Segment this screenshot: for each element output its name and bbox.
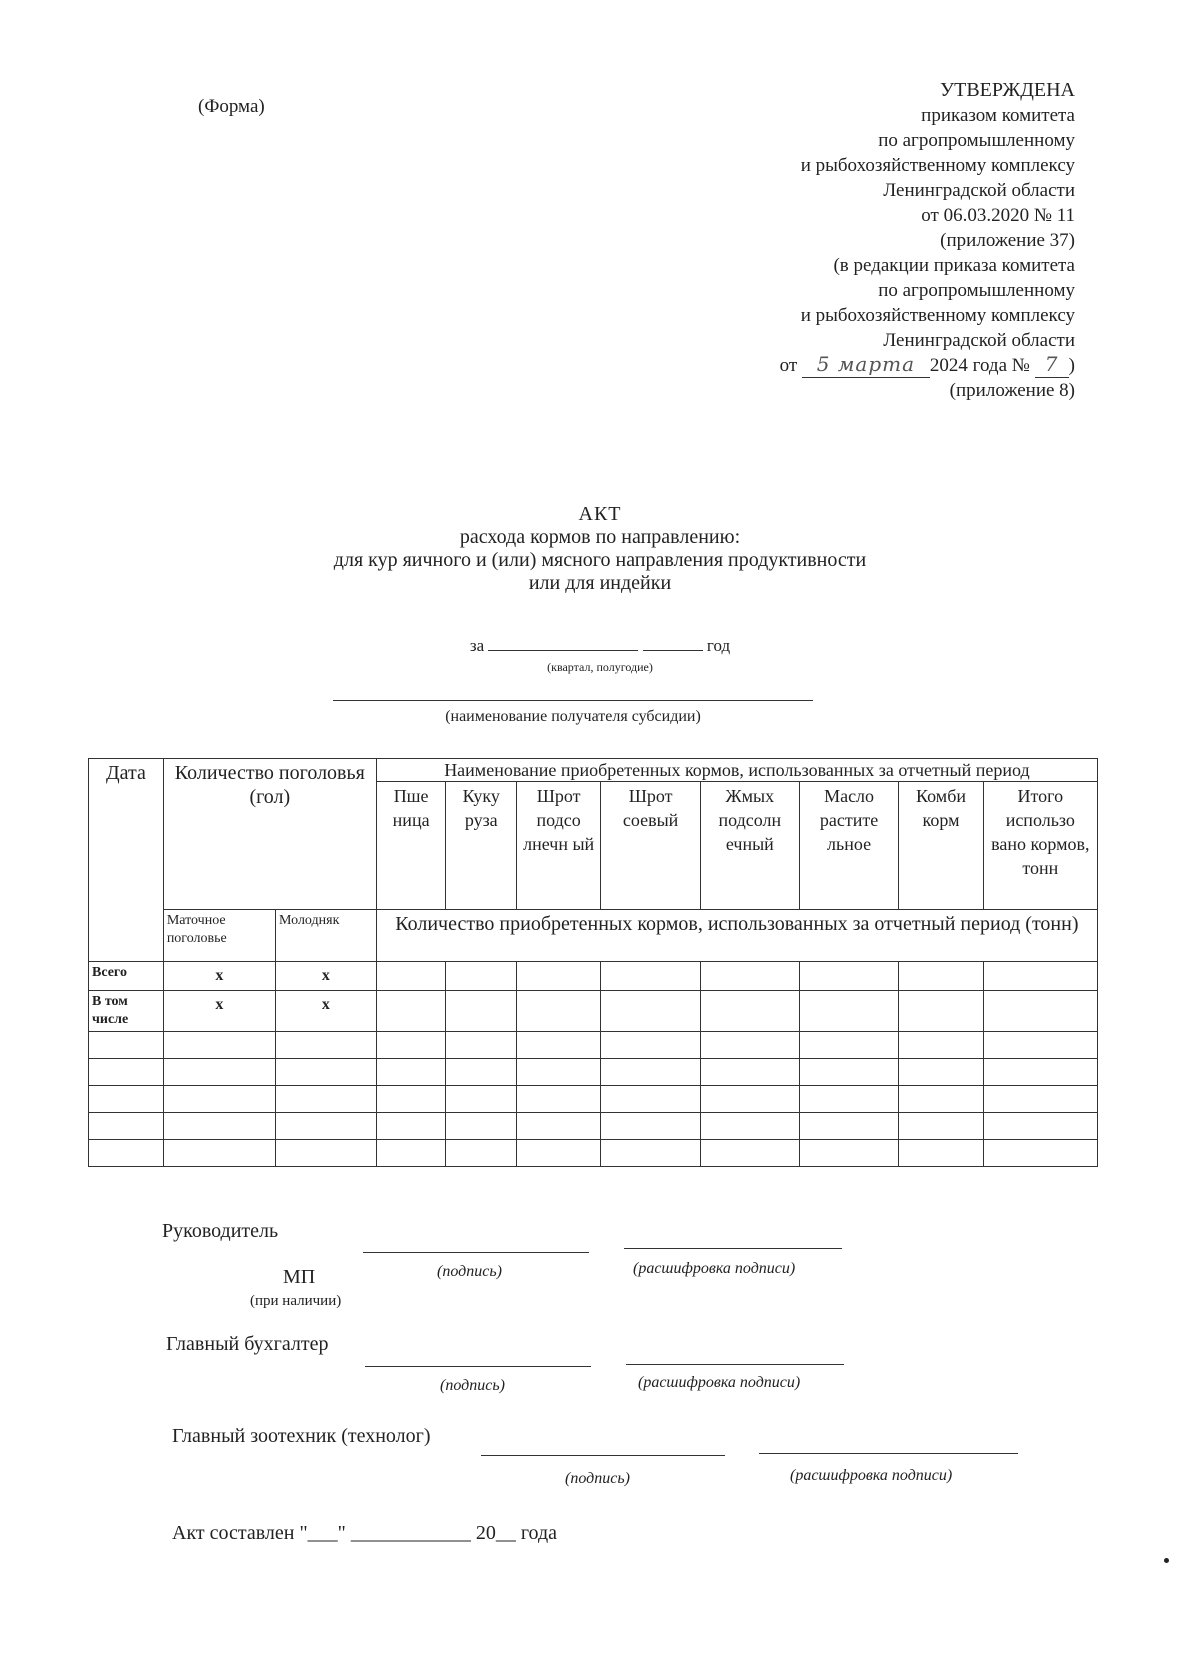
table-cell[interactable] — [601, 962, 701, 991]
table-cell[interactable] — [446, 1059, 517, 1086]
table-cell[interactable] — [276, 1086, 377, 1113]
table-row — [89, 1086, 1098, 1113]
header-feeds-group: Наименование приобретенных кормов, использованных за отчетный период — [376, 759, 1097, 782]
header-young-stock: Молодняк — [276, 910, 377, 962]
table-cell[interactable] — [163, 1086, 275, 1113]
header-feed-sunflower-cake: Жмых подсолн ечный — [700, 782, 799, 910]
table-cell[interactable] — [163, 1032, 275, 1059]
table-cell[interactable] — [700, 1113, 799, 1140]
table-cell[interactable] — [799, 962, 899, 991]
x-mark: x — [276, 962, 377, 991]
table-cell[interactable] — [517, 1140, 601, 1167]
header-feed-soy-meal: Шрот соевый — [601, 782, 701, 910]
document-title — [0, 503, 1200, 595]
signature-note: (подпись) — [440, 1377, 505, 1394]
table-cell[interactable] — [517, 1086, 601, 1113]
table-cell[interactable] — [517, 1059, 601, 1086]
feed-consumption-table — [88, 758, 1098, 1167]
table-cell[interactable] — [799, 1059, 899, 1086]
table-row — [89, 1140, 1098, 1167]
signature-note: (подпись) — [565, 1470, 630, 1487]
table-cell[interactable] — [700, 1086, 799, 1113]
table-cell[interactable] — [983, 1113, 1097, 1140]
table-cell[interactable] — [446, 1086, 517, 1113]
form-label: (Форма) — [198, 96, 265, 117]
table-cell[interactable] — [446, 1032, 517, 1059]
table-cell[interactable] — [601, 1140, 701, 1167]
title-line: для кур яичного и (или) мясного направления продуктивности — [333, 549, 867, 571]
table-cell[interactable] — [799, 1113, 899, 1140]
table-cell[interactable] — [899, 1086, 983, 1113]
approval-line: и рыбохозяйственному комплексу — [800, 305, 1075, 326]
table-cell[interactable] — [89, 1032, 164, 1059]
table-cell[interactable] — [601, 991, 701, 1032]
title-line: АКТ — [578, 503, 622, 525]
table-cell[interactable] — [376, 1086, 446, 1113]
head-label: Руководитель — [162, 1220, 279, 1242]
approval-line: по агропромышленному — [878, 280, 1075, 301]
table-cell[interactable] — [446, 991, 517, 1032]
approval-line: приказом комитета — [921, 105, 1075, 126]
stamp-note: (при наличии) — [250, 1293, 342, 1309]
header-feed-wheat: Пше ница — [376, 782, 446, 910]
header-feed-sunflower-meal: Шрот подсо лнечн ый — [517, 782, 601, 910]
table-cell[interactable] — [601, 1086, 701, 1113]
period-line — [0, 636, 1200, 656]
approval-line: (приложение 37) — [940, 230, 1075, 251]
approval-line: от 06.03.2020 № 11 — [921, 205, 1075, 226]
table-cell[interactable] — [163, 1140, 275, 1167]
table-cell[interactable] — [983, 1140, 1097, 1167]
table-cell[interactable] — [799, 1140, 899, 1167]
x-mark: x — [163, 991, 275, 1032]
period-year-field[interactable] — [643, 650, 703, 651]
table-cell[interactable] — [276, 1113, 377, 1140]
decoding-note: (расшифровка подписи) — [638, 1374, 801, 1391]
table-cell[interactable] — [899, 962, 983, 991]
table-cell[interactable] — [376, 1032, 446, 1059]
table-cell[interactable] — [601, 1059, 701, 1086]
header-feed-total: Итого использо вано кормов, тонн — [983, 782, 1097, 910]
table-cell[interactable] — [899, 1032, 983, 1059]
signature-note: (подпись) — [437, 1263, 502, 1280]
row-including-label: В том числе — [89, 991, 164, 1032]
table-cell[interactable] — [899, 1113, 983, 1140]
approval-line: Ленинградской области — [883, 180, 1075, 201]
act-compiled-line: Акт составлен "___" ____________ 20__ года — [172, 1522, 557, 1544]
table-cell[interactable] — [983, 1086, 1097, 1113]
head-decoding-line[interactable] — [624, 1248, 842, 1249]
table-cell[interactable] — [376, 991, 446, 1032]
table-cell[interactable] — [89, 1086, 164, 1113]
table-cell[interactable] — [799, 1032, 899, 1059]
amendment-date-line — [780, 353, 1075, 378]
scan-speck — [1164, 1558, 1169, 1563]
header-feed-corn: Куку руза — [446, 782, 517, 910]
decoding-note: (расшифровка подписи) — [633, 1260, 796, 1277]
table-cell[interactable] — [899, 991, 983, 1032]
table-cell[interactable] — [700, 1059, 799, 1086]
table-cell[interactable] — [89, 1113, 164, 1140]
handwritten-number: 7 — [1044, 352, 1059, 376]
table-cell[interactable] — [376, 1113, 446, 1140]
table-cell[interactable] — [517, 1032, 601, 1059]
header-feed-vegetable-oil: Масло растите льное — [799, 782, 899, 910]
title-line: расхода кормов по направлению: — [459, 526, 741, 548]
period-suffix: год — [706, 636, 731, 655]
table-cell[interactable] — [276, 1140, 377, 1167]
table-cell[interactable] — [899, 1140, 983, 1167]
x-mark: x — [163, 962, 275, 991]
handwritten-date: 5 марта — [816, 352, 916, 376]
head-signature-line[interactable] — [363, 1252, 589, 1253]
table-cell[interactable] — [376, 962, 446, 991]
table-cell[interactable] — [517, 962, 601, 991]
header-quantity: Количество приобретенных кормов, использованных за отчетный период (тонн) — [376, 910, 1097, 962]
date-field — [802, 353, 930, 378]
recipient-field[interactable] — [333, 700, 813, 701]
approval-line: по агропромышленному — [878, 130, 1075, 151]
header-breeding-stock: Маточное поголовье — [163, 910, 275, 962]
header-livestock: Количество поголовья (гол) — [163, 759, 376, 910]
table-cell[interactable] — [601, 1113, 701, 1140]
table-cell[interactable] — [799, 1086, 899, 1113]
table-cell[interactable] — [163, 1059, 275, 1086]
table-row — [89, 1032, 1098, 1059]
table-cell[interactable] — [446, 1140, 517, 1167]
table-cell[interactable] — [163, 1113, 275, 1140]
date-prefix: от — [779, 355, 798, 376]
table-cell[interactable] — [89, 1059, 164, 1086]
table-cell[interactable] — [983, 962, 1097, 991]
table-cell[interactable] — [700, 1140, 799, 1167]
accountant-signature-line[interactable] — [365, 1366, 591, 1367]
table-cell[interactable] — [983, 1059, 1097, 1086]
table-row — [89, 1113, 1098, 1140]
table-cell[interactable] — [899, 1059, 983, 1086]
table-cell[interactable] — [276, 1032, 377, 1059]
table-cell[interactable] — [517, 1113, 601, 1140]
approval-line: и рыбохозяйственному комплексу — [800, 155, 1075, 176]
table-cell[interactable] — [700, 991, 799, 1032]
zootech-decoding-line[interactable] — [759, 1453, 1018, 1454]
approval-line: (в редакции приказа комитета — [833, 255, 1075, 276]
header-date: Дата — [89, 759, 164, 962]
table-cell[interactable] — [983, 1032, 1097, 1059]
appendix-label: (приложение 8) — [949, 380, 1075, 401]
table-cell[interactable] — [276, 1059, 377, 1086]
recipient-note: (наименование получателя субсидии) — [445, 708, 701, 725]
title-line: или для индейки — [528, 572, 672, 594]
date-suffix: ) — [1068, 355, 1075, 376]
table-cell[interactable] — [799, 991, 899, 1032]
header-feed-compound: Комби корм — [899, 782, 983, 910]
table-cell[interactable] — [983, 991, 1097, 1032]
period-quarter-field[interactable] — [488, 650, 638, 651]
table-cell[interactable] — [446, 1113, 517, 1140]
chief-zootech-label: Главный зоотехник (технолог) — [172, 1425, 431, 1447]
table-cell[interactable] — [517, 991, 601, 1032]
table-cell[interactable] — [89, 1140, 164, 1167]
chief-accountant-label: Главный бухгалтер — [166, 1333, 329, 1355]
decoding-note: (расшифровка подписи) — [790, 1467, 953, 1484]
approval-line: Ленинградской области — [883, 330, 1075, 351]
table-cell[interactable] — [700, 1032, 799, 1059]
approval-block — [780, 78, 1075, 403]
number-field — [1035, 353, 1069, 378]
table-cell[interactable] — [601, 1032, 701, 1059]
period-note: (квартал, полугодие) — [547, 660, 653, 674]
zootech-signature-line[interactable] — [481, 1455, 725, 1456]
x-mark: x — [276, 991, 377, 1032]
table-cell[interactable] — [376, 1140, 446, 1167]
table-cell[interactable] — [376, 1059, 446, 1086]
approval-line: УТВЕРЖДЕНА — [939, 79, 1075, 101]
date-year: 2024 года № — [929, 355, 1030, 376]
row-total-label: Всего — [89, 962, 164, 991]
table-row — [89, 1059, 1098, 1086]
stamp-label: МП — [283, 1266, 316, 1288]
period-prefix: за — [469, 636, 485, 655]
accountant-decoding-line[interactable] — [626, 1364, 844, 1365]
table-cell[interactable] — [446, 962, 517, 991]
table-cell[interactable] — [700, 962, 799, 991]
